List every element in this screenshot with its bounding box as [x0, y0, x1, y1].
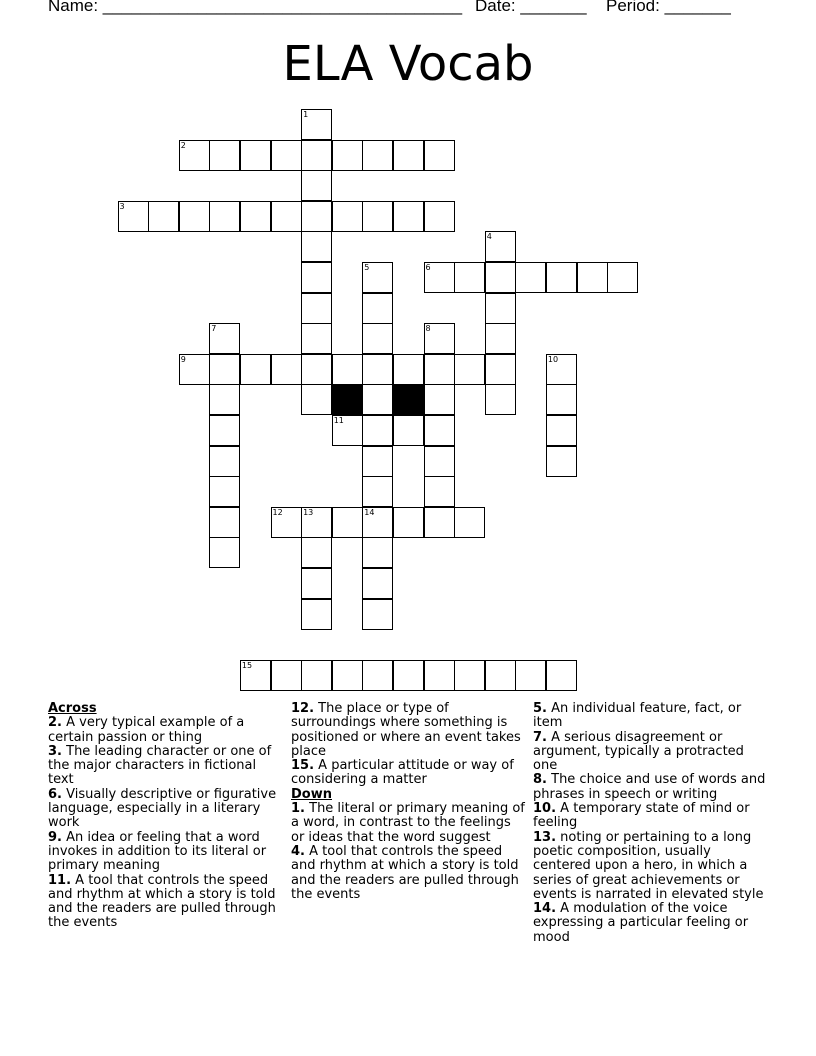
- answer-cell[interactable]: [362, 446, 393, 477]
- answer-cell[interactable]: [362, 262, 393, 293]
- answer-cell[interactable]: [332, 140, 363, 171]
- answer-cell[interactable]: [485, 262, 516, 293]
- answer-cell[interactable]: [301, 537, 332, 568]
- down-clue: 10. A temporary state of mind or feeling: [533, 801, 750, 831]
- answer-cell[interactable]: [332, 201, 363, 232]
- answer-cell[interactable]: [209, 354, 240, 385]
- answer-cell[interactable]: [209, 537, 240, 568]
- answer-cell[interactable]: [332, 660, 363, 691]
- name-field-label: Name: ______________________________________: [48, 0, 463, 15]
- down-clue: 7. A serious disagreement or argument, typically a protracted one: [533, 729, 744, 774]
- answer-cell[interactable]: [362, 660, 393, 691]
- clue-number-label: 11: [333, 416, 344, 425]
- answer-cell[interactable]: [515, 660, 546, 691]
- across-heading: Across: [48, 701, 97, 716]
- answer-cell[interactable]: [546, 262, 577, 293]
- answer-cell[interactable]: [148, 201, 179, 232]
- answer-cell[interactable]: [362, 293, 393, 324]
- answer-cell[interactable]: [546, 384, 577, 415]
- answer-cell[interactable]: [362, 323, 393, 354]
- down-clue: 8. The choice and use of words and phrases in speech or writing: [533, 772, 766, 802]
- answer-cell[interactable]: [393, 660, 424, 691]
- clue-number-label: 4: [486, 232, 492, 242]
- answer-cell[interactable]: [301, 293, 332, 324]
- answer-cell[interactable]: [362, 507, 393, 538]
- across-clue: 2. A very typical example of a certain passion or thing: [48, 715, 245, 745]
- answer-cell[interactable]: [362, 201, 393, 232]
- answer-cell[interactable]: [485, 231, 516, 262]
- clue-number-label: 13: [303, 507, 314, 517]
- answer-cell[interactable]: [424, 201, 455, 232]
- answer-cell[interactable]: [393, 201, 424, 232]
- answer-cell[interactable]: [240, 660, 271, 691]
- black-cell: [332, 384, 363, 415]
- answer-cell[interactable]: [179, 354, 210, 385]
- answer-cell[interactable]: [485, 660, 516, 691]
- across-clue: 3. The leading character or one of the major characters in fictional text: [48, 743, 272, 788]
- answer-cell[interactable]: [362, 537, 393, 568]
- across-clue: 6. Visually descriptive or figurative language, especially in a literary work: [48, 786, 277, 831]
- across-clue: 11. A tool that controls the speed and rhythm at which a story is told and the readers are pulled through the events: [48, 872, 276, 931]
- down-clue: 13. noting or pertaining to a long poetic composition, usually centered upon a hero, in which a series of great achievements or events is narrated in elevated style: [533, 829, 764, 902]
- black-cell: [393, 384, 424, 415]
- answer-cell[interactable]: [454, 660, 485, 691]
- down-heading: Down: [291, 786, 332, 802]
- answer-cell[interactable]: [301, 231, 332, 262]
- answer-cell[interactable]: [362, 599, 393, 630]
- answer-cell[interactable]: [301, 140, 332, 171]
- answer-cell[interactable]: [271, 354, 302, 385]
- answer-cell[interactable]: [454, 354, 485, 385]
- across-clue: 9. An idea or feeling that a word invokes in addition to its literal or primary meaning: [48, 829, 267, 874]
- answer-cell[interactable]: [393, 140, 424, 171]
- answer-cell[interactable]: [454, 507, 485, 538]
- answer-cell[interactable]: [424, 476, 455, 507]
- answer-cell[interactable]: [301, 354, 332, 385]
- clue-number-label: 1: [303, 110, 309, 119]
- answer-cell[interactable]: [424, 446, 455, 477]
- down-clue: 4. A tool that controls the speed and rhythm at which a story is told and the readers are pulled through the events: [291, 843, 519, 902]
- across-clue: 15. A particular attitude or way of considering a matter: [291, 758, 514, 788]
- down-clue: 5. An individual feature, fact, or item: [533, 701, 742, 731]
- answer-cell[interactable]: [424, 384, 455, 415]
- answer-cell[interactable]: [515, 262, 546, 293]
- clue-number-label: 15: [241, 660, 253, 670]
- answer-cell[interactable]: [393, 507, 424, 538]
- answer-cell[interactable]: [362, 476, 393, 507]
- answer-cell[interactable]: [546, 354, 577, 385]
- answer-cell[interactable]: [362, 415, 393, 446]
- answer-cell[interactable]: [332, 507, 363, 538]
- clue-number-label: 6: [425, 263, 431, 272]
- answer-cell[interactable]: [301, 262, 332, 293]
- answer-cell[interactable]: [424, 140, 455, 171]
- clue-number-label: 5: [364, 263, 370, 272]
- answer-cell[interactable]: [362, 140, 393, 171]
- answer-cell[interactable]: [546, 415, 577, 446]
- clue-number-label: 7: [211, 324, 217, 334]
- answer-cell[interactable]: [485, 293, 516, 324]
- answer-cell[interactable]: [179, 140, 210, 171]
- answer-cell[interactable]: [362, 354, 393, 385]
- answer-cell[interactable]: [577, 262, 608, 293]
- answer-cell[interactable]: [301, 660, 332, 691]
- down-clue: 14. A modulation of the voice expressing a particular feeling or mood: [533, 901, 749, 945]
- clue-number-label: 8: [425, 324, 431, 334]
- answer-cell[interactable]: [424, 660, 455, 691]
- answer-cell[interactable]: [209, 384, 240, 415]
- answer-cell[interactable]: [271, 507, 302, 538]
- answer-cell[interactable]: [209, 507, 240, 538]
- answer-cell[interactable]: [271, 140, 302, 171]
- answer-cell[interactable]: [301, 201, 332, 232]
- answer-cell[interactable]: [301, 599, 332, 630]
- answer-cell[interactable]: [424, 415, 455, 446]
- puzzle-title: ELA Vocab: [282, 36, 534, 92]
- clue-number-label: 2: [180, 140, 186, 150]
- answer-cell[interactable]: [424, 323, 455, 354]
- answer-cell[interactable]: [209, 201, 240, 232]
- date-field-label: Date: _______: [475, 0, 587, 15]
- answer-cell[interactable]: [271, 660, 302, 691]
- answer-cell[interactable]: [424, 507, 455, 538]
- answer-cell[interactable]: [485, 323, 516, 354]
- answer-cell[interactable]: [301, 109, 332, 140]
- answer-cell[interactable]: [271, 201, 302, 232]
- clue-number-label: 10: [547, 354, 559, 364]
- clue-column-1: [48, 702, 284, 931]
- answer-cell[interactable]: [301, 507, 332, 538]
- answer-cell[interactable]: [240, 201, 271, 232]
- answer-cell[interactable]: [209, 140, 240, 171]
- answer-cell[interactable]: [209, 446, 240, 477]
- answer-cell[interactable]: [546, 446, 577, 477]
- answer-cell[interactable]: [179, 201, 210, 232]
- period-field-label: Period: _______: [606, 0, 731, 15]
- clue-number-label: 3: [119, 201, 125, 211]
- answer-cell[interactable]: [362, 568, 393, 599]
- answer-cell[interactable]: [393, 415, 424, 446]
- across-clue: 12. The place or type of surroundings where something is positioned or where an event takes place: [291, 701, 521, 759]
- clue-number-label: 14: [364, 507, 375, 517]
- answer-cell[interactable]: [209, 323, 240, 354]
- answer-cell[interactable]: [362, 384, 393, 415]
- clue-column-3: [533, 702, 769, 945]
- answer-cell[interactable]: [485, 354, 516, 385]
- answer-cell[interactable]: [301, 170, 332, 201]
- down-clue: 1. The literal or primary meaning of a word, in contrast to the feelings or ideas that the word suggest: [291, 801, 525, 845]
- answer-cell[interactable]: [301, 384, 332, 415]
- answer-cell[interactable]: [424, 354, 455, 385]
- answer-cell[interactable]: [209, 415, 240, 446]
- answer-cell[interactable]: [301, 568, 332, 599]
- answer-cell[interactable]: [209, 476, 240, 507]
- answer-cell[interactable]: [118, 201, 149, 232]
- answer-cell[interactable]: [424, 262, 455, 293]
- answer-cell[interactable]: [393, 354, 424, 385]
- answer-cell[interactable]: [301, 323, 332, 354]
- answer-cell[interactable]: [546, 660, 577, 691]
- clue-number-label: 12: [272, 507, 283, 517]
- answer-cell[interactable]: [240, 140, 271, 171]
- clue-number-label: 9: [180, 354, 186, 364]
- answer-cell[interactable]: [332, 415, 363, 446]
- answer-cell[interactable]: [607, 262, 638, 293]
- answer-cell[interactable]: [240, 354, 271, 385]
- answer-cell[interactable]: [485, 384, 516, 415]
- answer-cell[interactable]: [454, 262, 485, 293]
- clue-column-2: [291, 702, 527, 902]
- answer-cell[interactable]: [332, 354, 363, 385]
